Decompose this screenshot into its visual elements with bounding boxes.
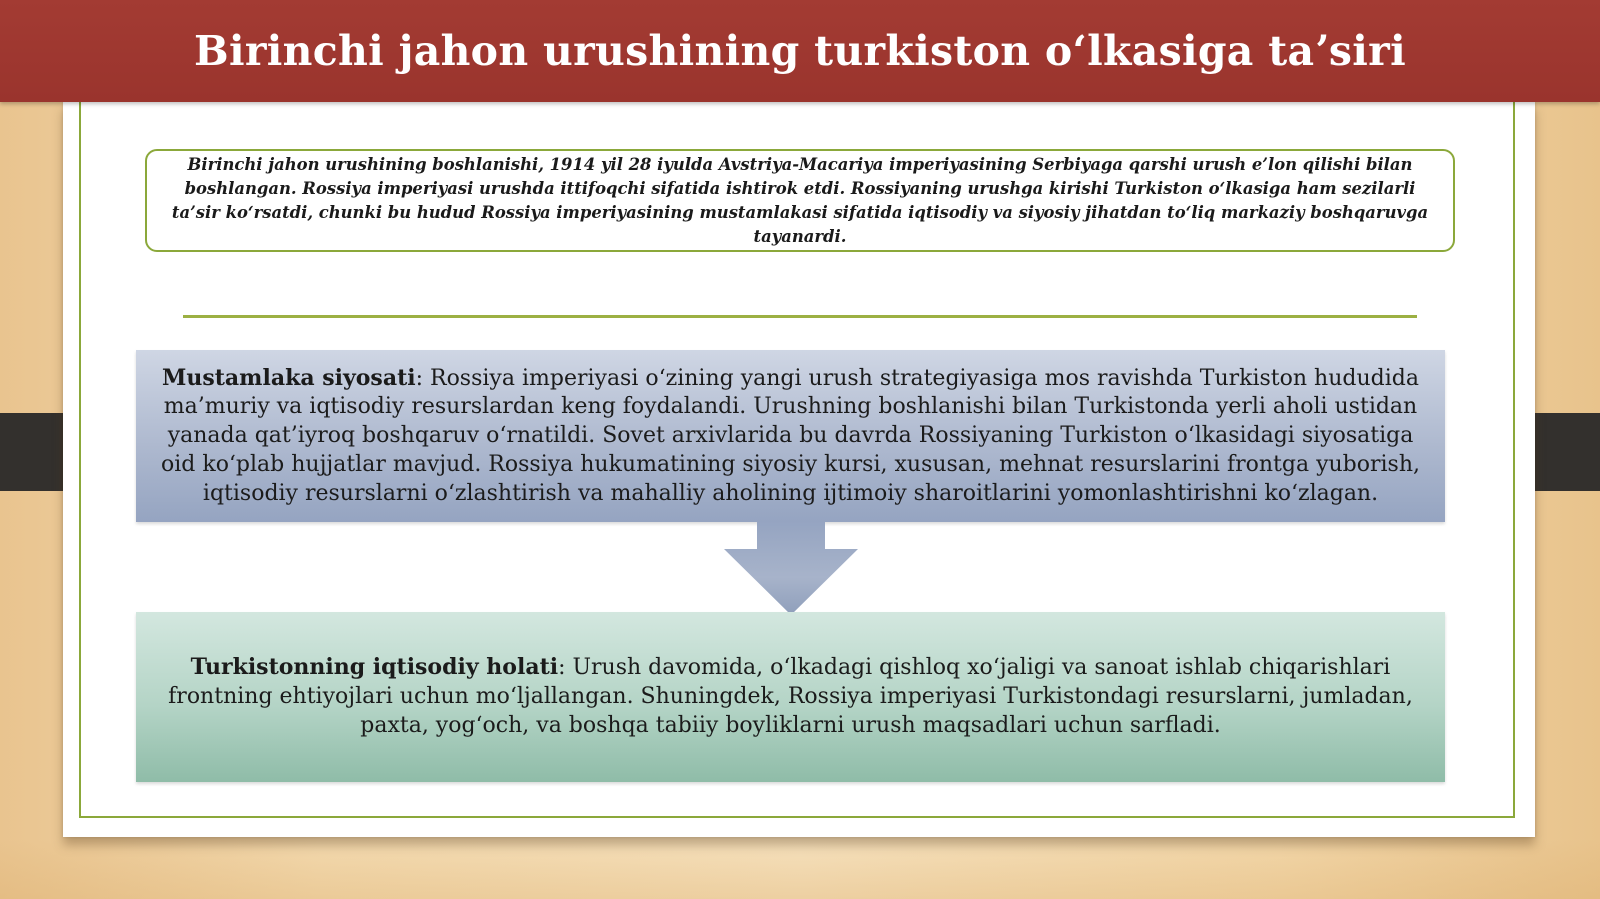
intro-box — [145, 149, 1455, 252]
down-arrow-icon — [724, 521, 858, 615]
colonial-policy-paragraph — [156, 364, 1425, 509]
title-bar — [0, 0, 1600, 102]
colonial-policy-text: : Rossiya imperiyasi oʻzining yangi urush strategiyasiga mos ravishda Turkiston hududida ma’muriy va iqtisodiy resurslardan keng foydalandi. Urushning boshlanishi bilan Turkistonda yerli aholi ustidan yanada qat’iyroq boshqaruv oʻrnatildi. Sovet arxivlarida bu davrda Rossiyaning Turkiston oʻlkasidagi siyosatiga oid koʻplab hujjatlar mavjud. Rossiya hukumatining siyosiy kursi, xususan, mehnat resurslarini frontga yuborish, iqtisodiy resurslarni oʻzlashtirish va mahalliy aholining ijtimoiy sharoitlarini yomonlashtirishni koʻzlagan. — [161, 365, 1420, 506]
divider-line — [183, 315, 1417, 318]
economic-state-panel — [136, 612, 1445, 782]
economic-state-text: : Urush davomida, oʻlkadagi qishloq xoʻjaligi va sanoat ishlab chiqarishlari frontning ehtiyojlari uchun moʻljallangan. Shuningdek, Rossiya imperiyasi Turkistondagi resurslarni, jumladan, paxta, yogʻoch, va boshqa tabiiy boyliklarni urush maqsadlari uchun sarfladi. — [168, 655, 1413, 738]
economic-state-heading: Turkistonning iqtisodiy holati — [190, 654, 559, 681]
slide-title: Birinchi jahon urushining turkiston oʻlkasiga taʼsiri — [194, 27, 1406, 75]
intro-text: Birinchi jahon urushining boshlanishi, 1914 yil 28 iyulda Avstriya-Macariya imperiyasining Serbiyaga qarshi urush e’lon qilishi bilan boshlangan. Rossiya imperiyasi urushda ittifoqchi sifatida ishtirok etdi. Rossiyaning urushga kirishi Turkiston oʻlkasiga ham sezilarli ta’sir koʻrsatdi, chunki bu hudud Rossiya imperiyasining mustamlakasi sifatida iqtisodiy va siyosiy jihatdan toʻliq markaziy boshqaruvga tayanardi. — [171, 154, 1429, 246]
colonial-policy-panel — [136, 350, 1445, 522]
economic-state-paragraph — [156, 653, 1425, 740]
colonial-policy-heading: Mustamlaka siyosati — [162, 364, 416, 391]
wood-background — [0, 839, 1600, 899]
